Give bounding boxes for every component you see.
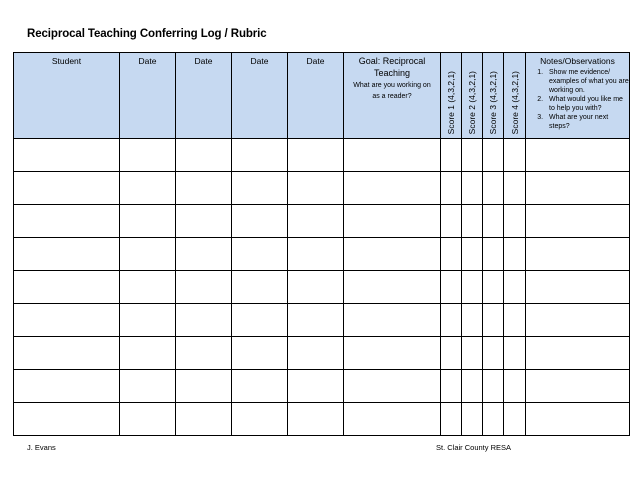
date-cell-4[interactable] [288, 337, 344, 370]
score-cell-2[interactable] [462, 403, 483, 436]
date-cell-1[interactable] [120, 337, 176, 370]
score-cell-1[interactable] [441, 205, 462, 238]
date-cell-2[interactable] [176, 172, 232, 205]
date-cell-3[interactable] [232, 238, 288, 271]
score-cell-3[interactable] [483, 172, 504, 205]
score-label-4: Score 4 (4,3,2,1) [509, 70, 520, 134]
date-cell-3[interactable] [232, 370, 288, 403]
score-label-3: Score 3 (4,3,2,1) [488, 70, 498, 134]
table-row [14, 205, 630, 238]
date-cell-1[interactable] [120, 403, 176, 436]
date-cell-1[interactable] [120, 370, 176, 403]
page-title: Reciprocal Teaching Conferring Log / Rubric [27, 28, 267, 40]
score-cell-4[interactable] [504, 403, 526, 436]
date-cell-3[interactable] [232, 139, 288, 172]
score-cell-2[interactable] [462, 139, 483, 172]
notes-cell[interactable] [526, 172, 630, 205]
date-cell-4[interactable] [288, 139, 344, 172]
score-cell-3[interactable] [483, 205, 504, 238]
date-cell-1[interactable] [120, 139, 176, 172]
date-cell-4[interactable] [288, 271, 344, 304]
score-header-2 [462, 53, 483, 139]
date-cell-2[interactable] [176, 139, 232, 172]
score-cell-1[interactable] [441, 172, 462, 205]
score-cell-4[interactable] [504, 238, 526, 271]
table-row [14, 304, 630, 337]
score-cell-2[interactable] [462, 304, 483, 337]
goal-subtitle: What are you working on as a reader? [353, 82, 431, 100]
student-cell[interactable] [14, 205, 120, 238]
score-cell-4[interactable] [504, 271, 526, 304]
date-cell-3[interactable] [232, 403, 288, 436]
goal-cell[interactable] [344, 205, 441, 238]
score-cell-2[interactable] [462, 205, 483, 238]
score-cell-4[interactable] [504, 139, 526, 172]
score-header-4 [504, 53, 526, 139]
notes-cell[interactable] [526, 304, 630, 337]
score-label-1: Score 1 (4,3,2,1) [446, 70, 456, 134]
goal-cell[interactable] [344, 172, 441, 205]
notes-cell[interactable] [526, 238, 630, 271]
date-cell-3[interactable] [232, 172, 288, 205]
footer-organization: St. Clair County RESA [436, 443, 512, 452]
student-cell[interactable] [14, 139, 120, 172]
student-cell[interactable] [14, 370, 120, 403]
notes-cell[interactable] [526, 139, 630, 172]
goal-cell[interactable] [344, 238, 441, 271]
score-cell-2[interactable] [462, 370, 483, 403]
goal-title: Goal: Reciprocal Teaching [358, 56, 426, 78]
log-body [14, 139, 630, 436]
student-cell[interactable] [14, 304, 120, 337]
goal-cell[interactable] [344, 403, 441, 436]
score-cell-1[interactable] [441, 139, 462, 172]
table-row [14, 403, 630, 436]
goal-cell[interactable] [344, 271, 441, 304]
notes-prompt-1: 1. Show me evidence/ examples of what you are working on. [545, 68, 629, 95]
date-cell-3[interactable] [232, 205, 288, 238]
score-cell-2[interactable] [462, 271, 483, 304]
score-cell-1[interactable] [441, 403, 462, 436]
score-cell-3[interactable] [483, 139, 504, 172]
score-cell-4[interactable] [504, 304, 526, 337]
date-cell-3[interactable] [232, 337, 288, 370]
notes-cell[interactable] [526, 370, 630, 403]
student-cell[interactable] [14, 337, 120, 370]
notes-prompt-2: 2. What would you like me to help you with? [545, 95, 629, 113]
notes-prompt-3: 3. What are your next steps? [545, 113, 629, 131]
score-cell-1[interactable] [441, 304, 462, 337]
date-cell-2[interactable] [176, 403, 232, 436]
score-cell-1[interactable] [441, 370, 462, 403]
date-header-1: Date [120, 53, 176, 139]
notes-header [526, 53, 630, 139]
date-cell-1[interactable] [120, 238, 176, 271]
date-cell-4[interactable] [288, 403, 344, 436]
table-row [14, 139, 630, 172]
notes-title: Notes/Observations [540, 56, 615, 66]
score-cell-3[interactable] [483, 271, 504, 304]
date-cell-2[interactable] [176, 337, 232, 370]
score-cell-2[interactable] [462, 337, 483, 370]
goal-cell[interactable] [344, 337, 441, 370]
score-cell-1[interactable] [441, 238, 462, 271]
score-header-3 [483, 53, 504, 139]
footer-author: J. Evans [27, 443, 56, 452]
score-cell-3[interactable] [483, 403, 504, 436]
score-cell-2[interactable] [462, 238, 483, 271]
score-cell-4[interactable] [504, 337, 526, 370]
date-header-3: Date [232, 53, 288, 139]
score-cell-1[interactable] [441, 337, 462, 370]
date-header-4: Date [288, 53, 344, 139]
goal-cell[interactable] [344, 370, 441, 403]
date-cell-2[interactable] [176, 370, 232, 403]
date-cell-4[interactable] [288, 172, 344, 205]
score-cell-4[interactable] [504, 205, 526, 238]
date-cell-1[interactable] [120, 205, 176, 238]
score-cell-3[interactable] [483, 304, 504, 337]
date-cell-3[interactable] [232, 304, 288, 337]
notes-cell[interactable] [526, 205, 630, 238]
goal-cell[interactable] [344, 139, 441, 172]
header-row [14, 53, 630, 139]
goal-cell[interactable] [344, 304, 441, 337]
date-cell-2[interactable] [176, 271, 232, 304]
table-row [14, 172, 630, 205]
score-cell-4[interactable] [504, 370, 526, 403]
student-cell[interactable] [14, 403, 120, 436]
date-cell-4[interactable] [288, 205, 344, 238]
date-cell-1[interactable] [120, 271, 176, 304]
student-cell[interactable] [14, 238, 120, 271]
student-cell[interactable] [14, 271, 120, 304]
notes-prompts [526, 68, 629, 131]
table-row [14, 271, 630, 304]
date-cell-4[interactable] [288, 304, 344, 337]
notes-cell[interactable] [526, 403, 630, 436]
score-label-2: Score 2 (4,3,2,1) [467, 70, 477, 134]
score-cell-1[interactable] [441, 271, 462, 304]
student-cell[interactable] [14, 172, 120, 205]
score-cell-3[interactable] [483, 337, 504, 370]
notes-cell[interactable] [526, 271, 630, 304]
score-header-1 [441, 53, 462, 139]
notes-cell[interactable] [526, 337, 630, 370]
date-cell-1[interactable] [120, 172, 176, 205]
date-cell-2[interactable] [176, 205, 232, 238]
score-cell-3[interactable] [483, 370, 504, 403]
date-cell-4[interactable] [288, 370, 344, 403]
score-cell-3[interactable] [483, 238, 504, 271]
date-cell-2[interactable] [176, 238, 232, 271]
score-cell-4[interactable] [504, 172, 526, 205]
score-cell-2[interactable] [462, 172, 483, 205]
date-cell-4[interactable] [288, 238, 344, 271]
date-cell-3[interactable] [232, 271, 288, 304]
conferring-log-table [13, 52, 630, 436]
table-row [14, 238, 630, 271]
table-row [14, 370, 630, 403]
date-header-2: Date [176, 53, 232, 139]
date-cell-2[interactable] [176, 304, 232, 337]
student-header: Student [14, 53, 120, 139]
table-row [14, 337, 630, 370]
goal-header [344, 53, 441, 139]
date-cell-1[interactable] [120, 304, 176, 337]
